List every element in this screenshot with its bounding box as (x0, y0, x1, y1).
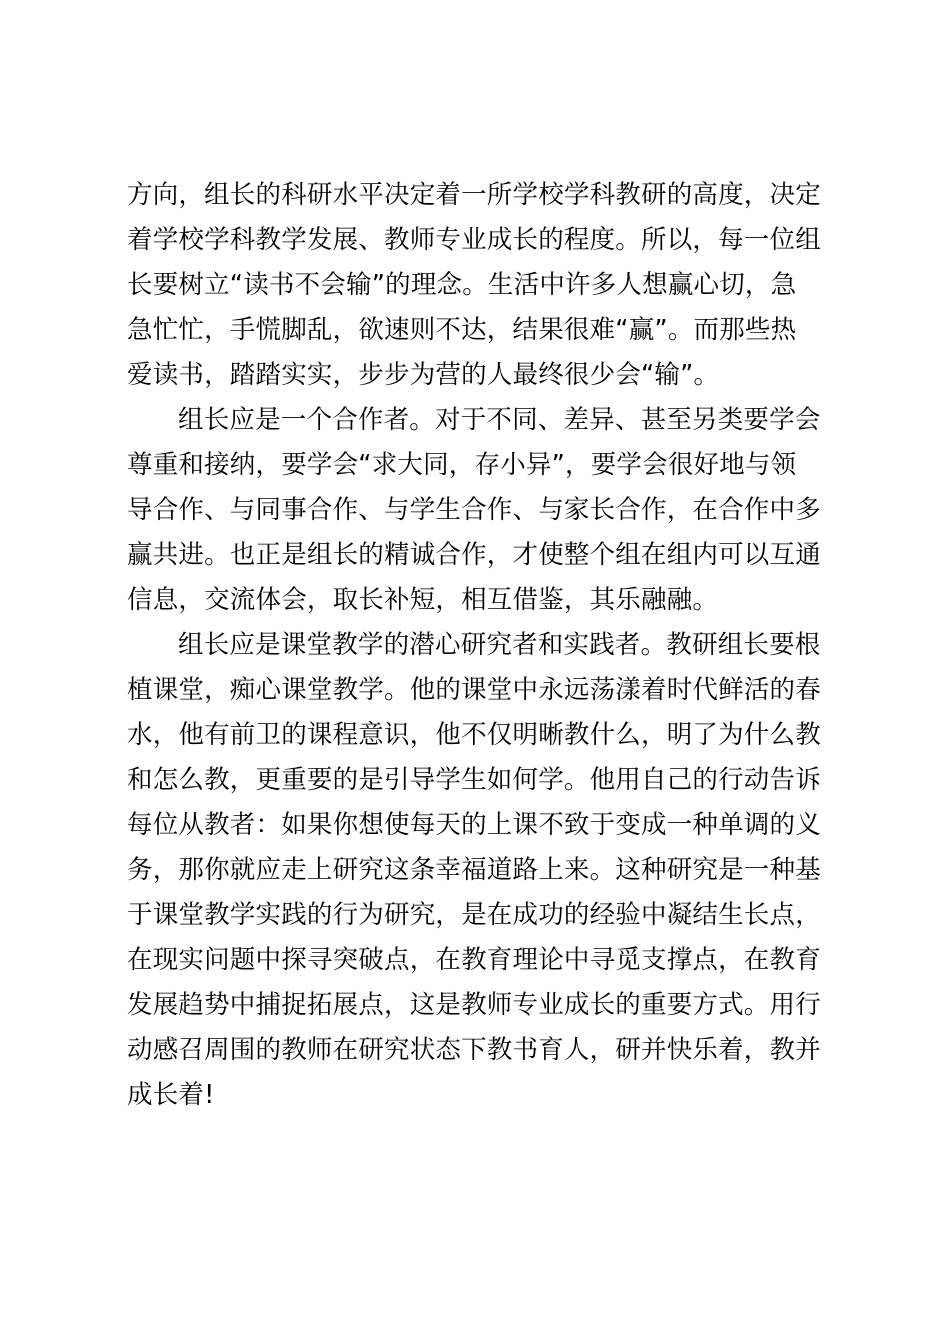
text-line: 组长应是课堂教学的潜心研究者和实践者。教研组长要根 (178, 630, 821, 660)
text-line: 于课堂教学实践的行为研究，是在成功的经验中凝结生长点， (127, 900, 821, 930)
text-line: 长要树立“读书不会输”的理念。生活中许多人想赢心切，急 (127, 270, 797, 300)
text-line: 方向，组长的科研水平决定着一所学校学科教研的高度，决定 (127, 180, 821, 210)
paragraph-cooperation (127, 398, 837, 623)
text-line: 赢共进。也正是组长的精诚合作，才使整个组在组内可以互通 (127, 540, 821, 570)
paragraph-reading (127, 173, 837, 398)
text-line: 发展趋势中捕捉拓展点，这是教师专业成长的重要方式。用行 (127, 990, 821, 1020)
document-body (127, 173, 837, 1118)
text-line: 每位从教者：如果你想使每天的上课不致于变成一种单调的义 (127, 810, 821, 840)
text-line: 急忙忙，手慌脚乱，欲速则不达，结果很难“赢”。而那些热 (127, 315, 797, 345)
text-line: 尊重和接纳，要学会“求大同，存小异”，要学会很好地与领 (127, 450, 797, 480)
text-line: 务，那你就应走上研究这条幸福道路上来。这种研究是一种基 (127, 855, 821, 885)
text-line: 和怎么教，更重要的是引导学生如何学。他用自己的行动告诉 (127, 765, 821, 795)
text-line: 水，他有前卫的课程意识，他不仅明晰教什么，明了为什么教 (127, 720, 821, 750)
text-line: 成长着! (127, 1080, 215, 1110)
paragraph-classroom-research (127, 623, 837, 1118)
text-line: 信息，交流体会，取长补短，相互借鉴，其乐融融。 (127, 585, 719, 615)
text-line: 在现实问题中探寻突破点，在教育理论中寻觅支撑点，在教育 (127, 945, 821, 975)
text-line: 动感召周围的教师在研究状态下教书育人，研并快乐着，教并 (127, 1035, 821, 1065)
text-line: 植课堂，痴心课堂教学。他的课堂中永远荡漾着时代鲜活的春 (127, 675, 821, 705)
text-line: 爱读书，踏踏实实，步步为营的人最终很少会“输”。 (127, 360, 720, 390)
text-line: 导合作、与同事合作、与学生合作、与家长合作，在合作中多 (127, 495, 821, 525)
text-line: 组长应是一个合作者。对于不同、差异、甚至另类要学会 (178, 405, 821, 435)
text-line: 着学校学科教学发展、教师专业成长的程度。所以，每一位组 (127, 225, 821, 255)
